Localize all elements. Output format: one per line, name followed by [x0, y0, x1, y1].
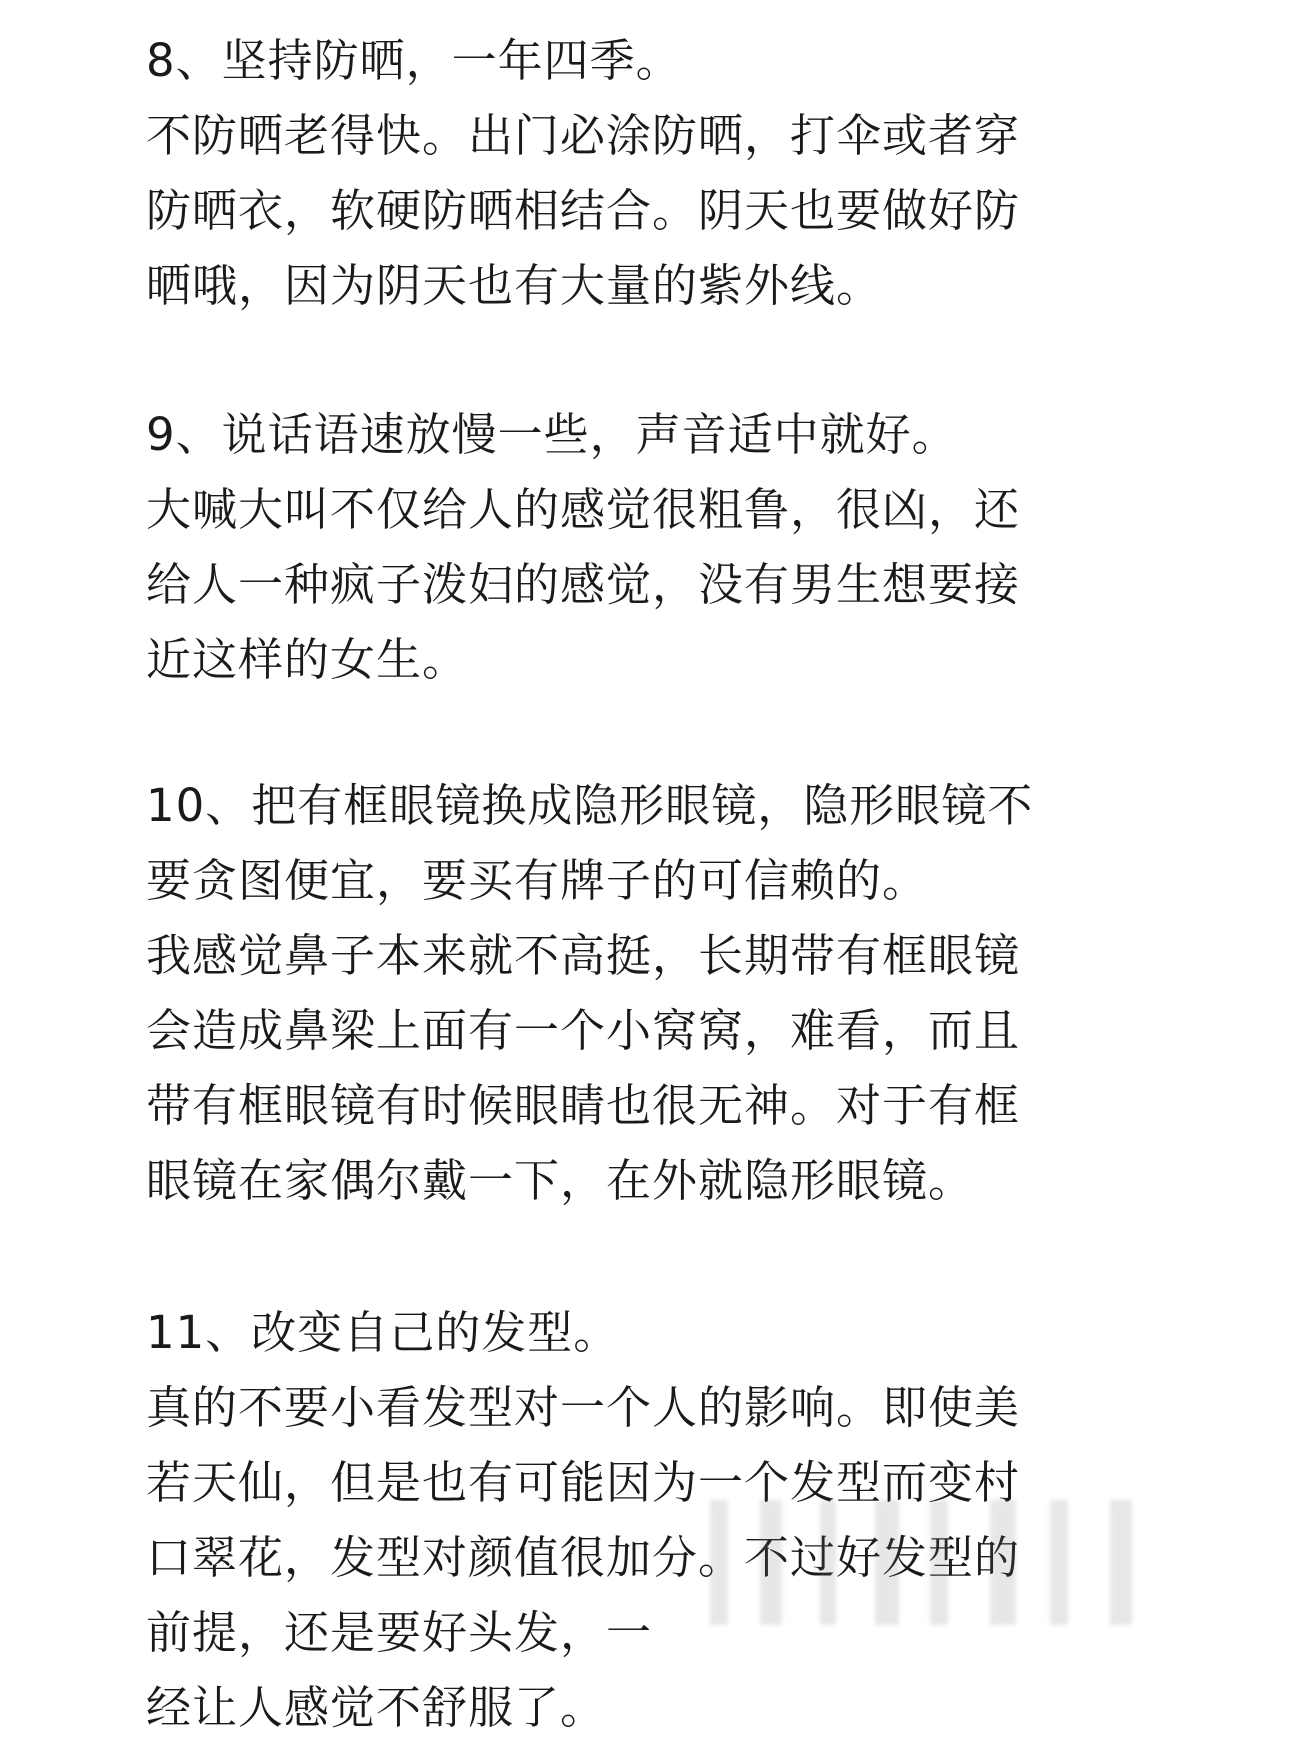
tip-body-line: 晒哦，因为阴天也有大量的紫外线。	[146, 259, 883, 312]
tip-body-line: 防晒衣，软硬防晒相结合。阴天也要做好防	[146, 184, 1021, 237]
tip-heading: 要贪图便宜，要买有牌子的可信赖的。	[146, 854, 929, 907]
tip-body-line: 前提，还是要好头发，一	[146, 1606, 653, 1659]
tip-section-8	[146, 23, 1166, 323]
tip-body-line: 眼镜在家偶尔戴一下，在外就隐形眼镜。	[146, 1154, 975, 1207]
tip-body-line: 给人一种疯子泼妇的感觉，没有男生想要接	[146, 558, 1021, 611]
tip-body-line: 带有框眼镜有时候眼睛也很无神。对于有框	[146, 1079, 1021, 1132]
tip-section-9	[146, 397, 1166, 697]
tip-body-line: 若天仙，但是也有可能因为一个发型而变村	[146, 1456, 1021, 1509]
tip-body-line: 会造成鼻梁上面有一个小窝窝，难看，而且	[146, 1004, 1021, 1057]
tip-section-10	[146, 768, 1166, 1218]
tip-body-line: 我感觉鼻子本来就不高挺，长期带有框眼镜	[146, 929, 1021, 982]
tip-body-line: 口翠花，发型对颜值很加分。不过好发型的	[146, 1531, 1021, 1584]
tip-body-line: 近这样的女生。	[146, 633, 469, 686]
tip-body-line: 不防晒老得快。出门必涂防晒，打伞或者穿	[146, 109, 1021, 162]
tip-body-line: 经让人感觉不舒服了。	[146, 1681, 607, 1734]
tip-heading: 8、坚持防晒，一年四季。	[146, 34, 682, 87]
tip-body-line: 真的不要小看发型对一个人的影响。即使美	[146, 1381, 1021, 1434]
tip-heading: 9、说话语速放慢一些，声音适中就好。	[146, 408, 958, 461]
tip-heading: 11、改变自己的发型。	[146, 1306, 620, 1359]
blurred-watermark	[700, 1500, 1170, 1625]
tip-heading: 10、把有框眼镜换成隐形眼镜，隐形眼镜不	[146, 779, 1034, 832]
tip-body-line: 大喊大叫不仅给人的感觉很粗鲁，很凶，还	[146, 483, 1021, 536]
